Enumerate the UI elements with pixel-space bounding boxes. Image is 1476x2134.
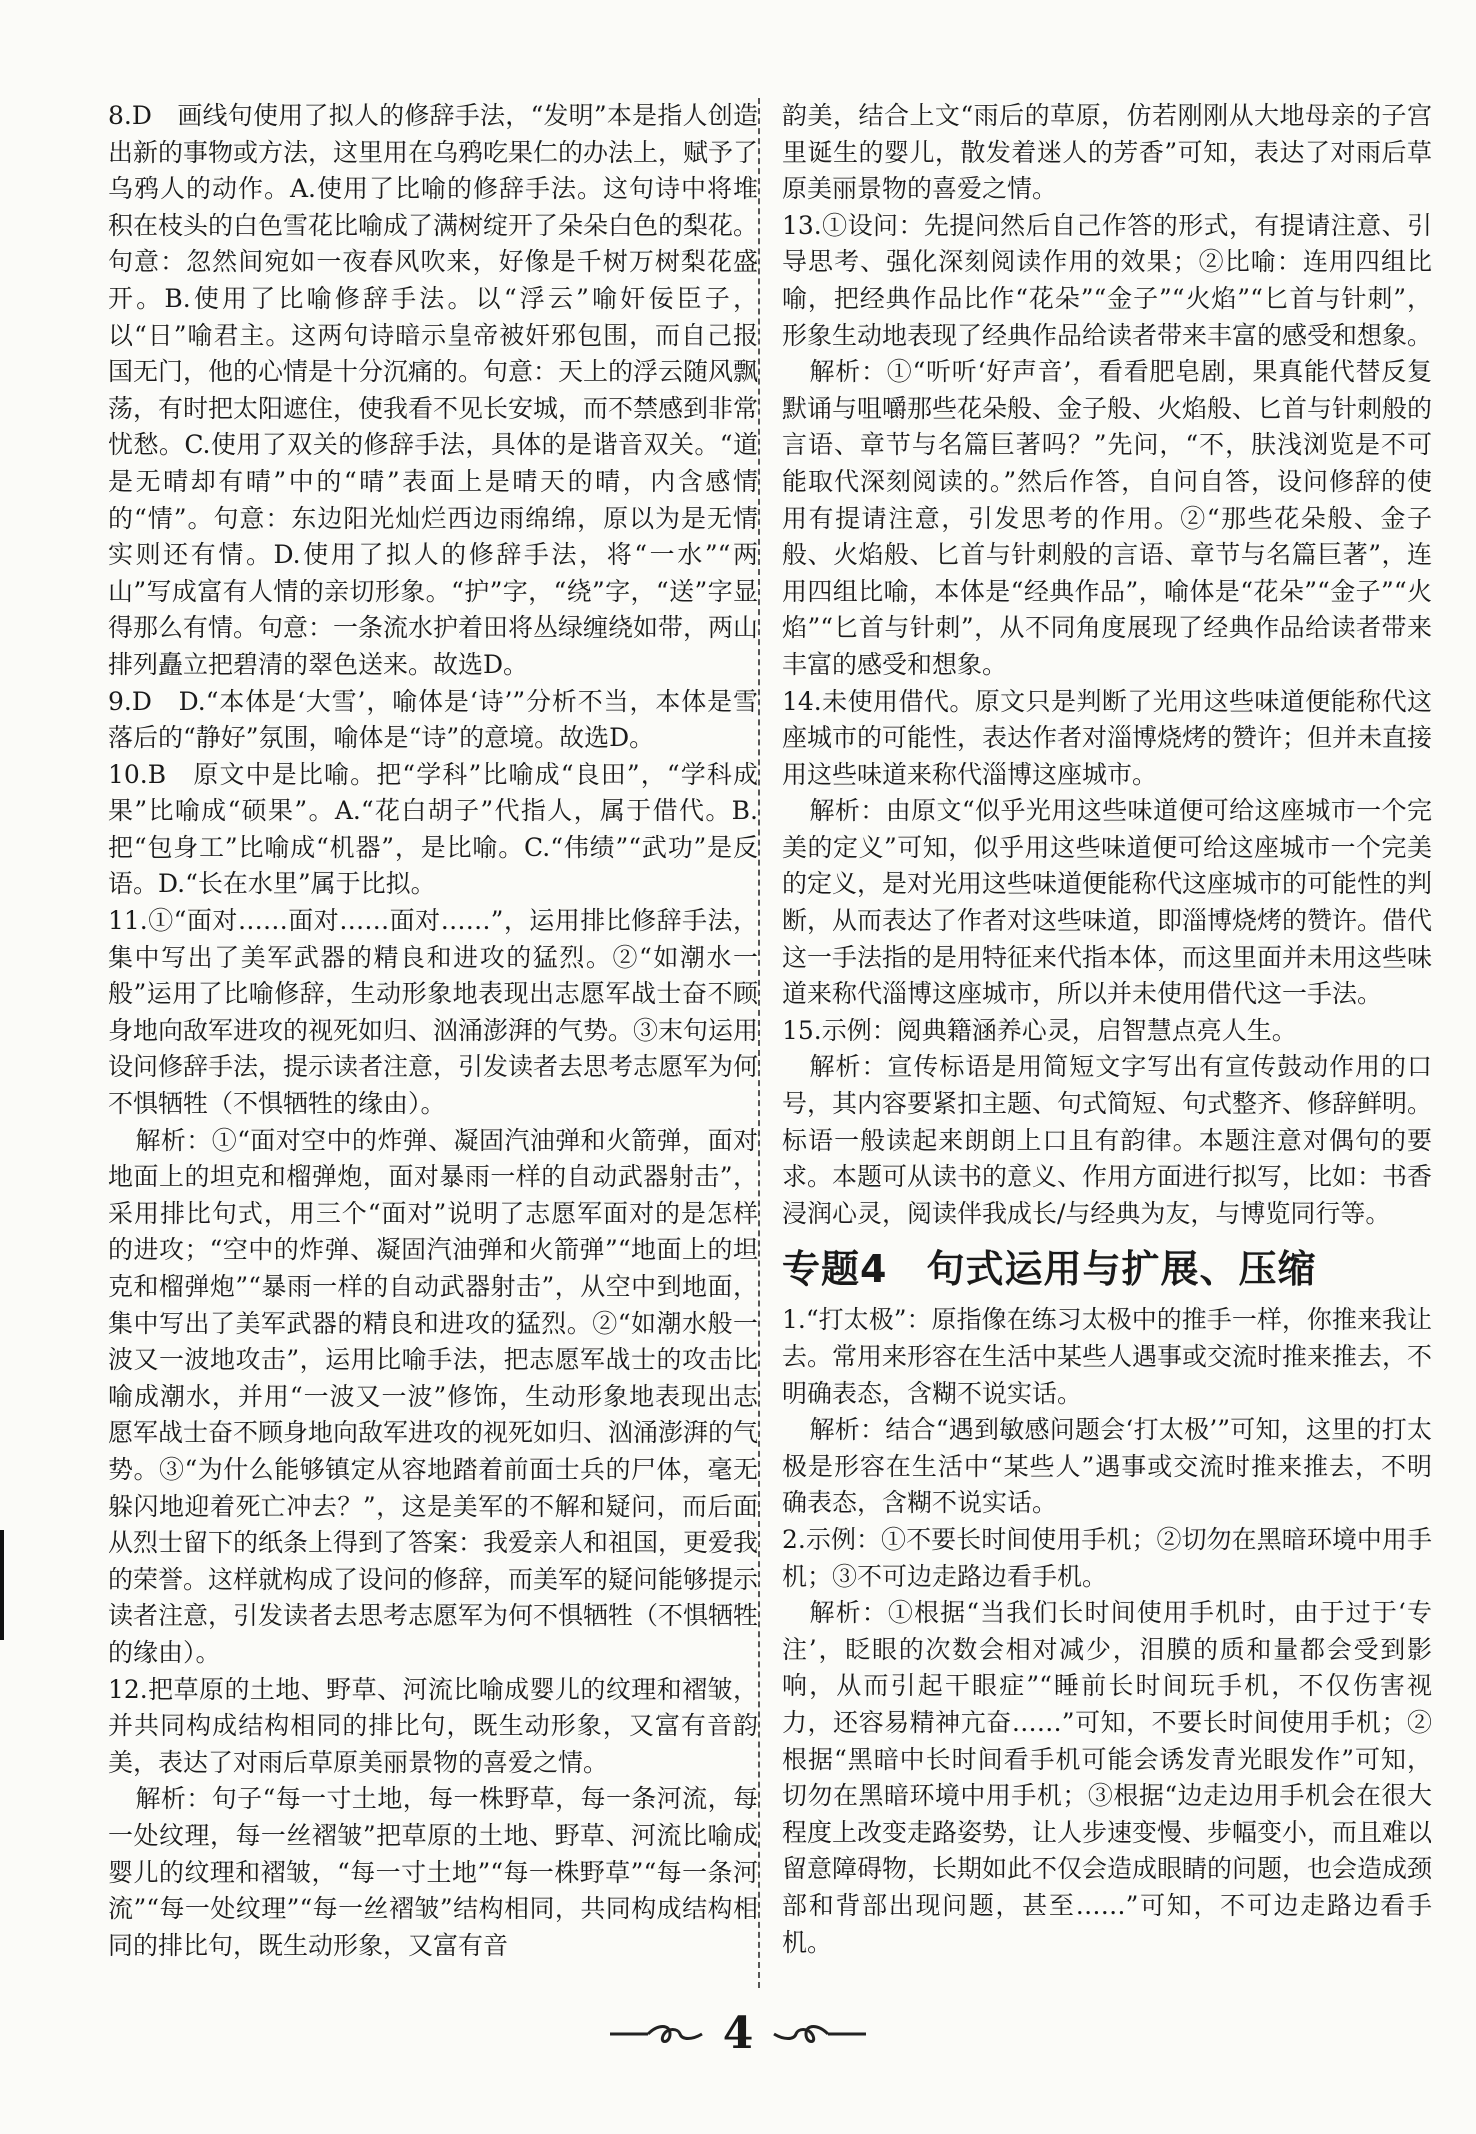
topic4-explanation-2: 解析：①根据“当我们长时间使用手机时，由于过于‘专注’，眨眼的次数会相对减少，泪膜的质和量都会受到影响，从而引起干眼症”“睡前长时间玩手机，不仅伤害视力，还容易精神亢奋……”可知，不要长时间使用手机；②根据“黑暗中长时间看手机可能会诱发青光眼发作”可知，切勿在黑暗环境中用手机；③根据“边走边用手机会在很大程度上改变走路姿势，让人步速变慢、步幅变小，而且难以留意障碍物，长期如此不仅会造成眼睛的问题，也会造成颈部和背部出现问题，甚至……”可知，不可边走路边看手机。: [782, 1598, 1433, 1957]
topic4-answer-1: 1.“打太极”：原指像在练习太极中的推手一样，你推来我让去。常用来形容在生活中某些人遇事或交流时推来推去，不明确表态，含糊不说实话。: [782, 1305, 1433, 1408]
left-ornament-icon: [608, 2022, 704, 2046]
answer-10: 10.B 原文中是比喻。把“学科”比喻成“良田”，“学科成果”比喻成“硕果”。A.“花白胡子”代指人，属于借代。B.把“包身工”比喻成“机器”，是比喻。C.“伟绩”“武功”是反语。D.“长在水里”属于比拟。: [108, 759, 758, 899]
right-column: [782, 98, 1432, 1961]
answer-13: 13.①设问：先提问然后自己作答的形式，有提请注意、引导思考、强化深刻阅读作用的效果；②比喻：连用四组比喻，把经典作品比作“花朵”“金子”“火焰”“匕首与针刺”，形象生动地表现了经典作品给读者带来丰富的感受和想象。: [782, 210, 1433, 350]
page-number: 4: [722, 2008, 754, 2059]
explanation-12: 解析：句子“每一寸土地，每一株野草，每一条河流，每一处纹理，每一丝褶皱”把草原的土地、野草、河流比喻成婴儿的纹理和褶皱，“每一寸土地”“每一株野草”“每一条河流”“每一处纹理”“每一丝褶皱”结构相同，共同构成结构相同的排比句，既生动形象，又富有音: [108, 1784, 758, 1960]
explanation-12-continued: 韵美，结合上文“雨后的草原，仿若刚刚从大地母亲的子宫里诞生的婴儿，散发着迷人的芳香”可知，表达了对雨后草原美丽景物的喜爱之情。: [782, 101, 1432, 204]
topic4-explanation-1: 解析：结合“遇到敏感问题会‘打太极’”可知，这里的打太极是形容在生活中“某些人”遇事或交流时推来推去，不明确表态，含糊不说实话。: [782, 1415, 1432, 1518]
topic4-answer-2: 2.示例：①不要长时间使用手机；②切勿在黑暗环境中用手机；③不可边走路边看手机。: [782, 1524, 1432, 1591]
answer-15: 15.示例：阅典籍涵养心灵，启智慧点亮人生。: [782, 1015, 1297, 1045]
answer-12: 12.把草原的土地、野草、河流比喻成婴儿的纹理和褶皱，并共同构成结构相同的排比句，既生动形象，又富有音韵美，表达了对雨后草原美丽景物的喜爱之情。: [108, 1674, 758, 1777]
section-heading: 专题4 句式运用与扩展、压缩: [782, 1247, 1317, 1292]
answer-14: 14.未使用借代。原文只是判断了光用这些味道便能称代这座城市的可能性，表达作者对淄博烧烤的赞许；但并未直接用这些味道来称代淄博这座城市。: [782, 686, 1433, 789]
answer-11: 11.①“面对……面对……面对……”，运用排比修辞手法，集中写出了美军武器的精良和进攻的猛烈。②“如潮水一般”运用了比喻修辞，生动形象地表现出志愿军战士奋不顾身地向敌军进攻的视死如归、汹涌澎湃的气势。③末句运用设问修辞手法，提示读者注意，引发读者去思考志愿军为何不惧牺牲（不惧牺牲的缘由）。: [108, 906, 759, 1119]
right-ornament-icon: [772, 2022, 868, 2046]
page-footer: [0, 2008, 1476, 2059]
column-divider: [758, 98, 760, 1988]
explanation-15: 解析：宣传标语是用简短文字写出有宣传鼓动作用的口号，其内容要紧扣主题、句式简短、句式整齐、修辞鲜明。标语一般读起来朗朗上口且有韵律。本题注意对偶句的要求。本题可从读书的意义、作用方面进行拟写，比如：书香浸润心灵，阅读伴我成长/与经典为友，与博览同行等。: [782, 1052, 1433, 1228]
explanation-13: 解析：①“听听‘好声音’，看看肥皂剧，果真能代替反复默诵与咀嚼那些花朵般、金子般、火焰般、匕首与针刺般的言语、章节与名篇巨著吗？”先问，“不，肤浅浏览是不可能取代深刻阅读的。”然后作答，自问自答，设问修辞的使用有提请注意，引发思考的作用。②“那些花朵般、金子般、火焰般、匕首与针刺般的言语、章节与名篇巨著”，连用四组比喻，本体是“经典作品”，喻体是“花朵”“金子”“火焰”“匕首与针刺”，从不同角度展现了经典作品给读者带来丰富的感受和想象。: [782, 357, 1433, 679]
left-column: [108, 98, 758, 1964]
margin-mark: [0, 1530, 4, 1640]
answer-8: 8.D 画线句使用了拟人的修辞手法，“发明”本是指人创造出新的事物或方法，这里用在乌鸦吃果仁的办法上，赋予了乌鸦人的动作。A.使用了比喻的修辞手法。这句诗中将堆积在枝头的白色雪花比喻成了满树绽开了朵朵白色的梨花。句意：忽然间宛如一夜春风吹来，好像是千树万树梨花盛开。B.使用了比喻修辞手法。以“浮云”喻奸佞臣子，以“日”喻君主。这两句诗暗示皇帝被奸邪包围，而自己报国无门，他的心情是十分沉痛的。句意：天上的浮云随风飘荡，有时把太阳遮住，使我看不见长安城，而不禁感到非常忧愁。C.使用了双关的修辞手法，具体的是谐音双关。“道是无晴却有晴”中的“晴”表面上是晴天的晴，内含感情的“情”。句意：东边阳光灿烂西边雨绵绵，原以为是无情实则还有情。D.使用了拟人的修辞手法，将“一水”“两山”写成富有人情的亲切形象。“护”字，“绕”字，“送”字显得那么有情。句意：一条流水护着田将丛绿缠绕如带，两山排列矗立把碧清的翠色送来。故选D。: [108, 101, 759, 679]
explanation-14: 解析：由原文“似乎光用这些味道便可给这座城市一个完美的定义”可知，似乎用这些味道便可给这座城市一个完美的定义，是对光用这些味道便能称代这座城市的可能性的判断，从而表达了作者对这些味道，即淄博烧烤的赞许。借代这一手法指的是用特征来代指本体，而这里面并未用这些味道来称代淄博这座城市，所以并未使用借代这一手法。: [782, 796, 1433, 1009]
answer-9: 9.D D.“本体是‘大雪’，喻体是‘诗’”分析不当，本体是雪落后的“静好”氛围，喻体是“诗”的意境。故选D。: [108, 686, 758, 753]
explanation-11: 解析：①“面对空中的炸弹、凝固汽油弹和火箭弹，面对地面上的坦克和榴弹炮，面对暴雨一样的自动武器射击”，采用排比句式，用三个“面对”说明了志愿军面对的是怎样的进攻；“空中的炸弹、凝固汽油弹和火箭弹”“地面上的坦克和榴弹炮”“暴雨一样的自动武器射击”，从空中到地面，集中写出了美军武器的精良和进攻的猛烈。②“如潮水般一波又一波地攻击”，运用比喻手法，把志愿军战士的攻击比喻成潮水，并用“一波又一波”修饰，生动形象地表现出志愿军战士奋不顾身地向敌军进攻的视死如归、汹涌澎湃的气势。③“为什么能够镇定从容地踏着前面士兵的尸体，毫无躲闪地迎着死亡冲去？”，这是美军的不解和疑问，而后面从烈士留下的纸条上得到了答案：我爱亲人和祖国，更爱我的荣誉。这样就构成了设问的修辞，而美军的疑问能够提示读者注意，引发读者去思考志愿军为何不惧牺牲（不惧牺牲的缘由）。: [108, 1125, 759, 1667]
